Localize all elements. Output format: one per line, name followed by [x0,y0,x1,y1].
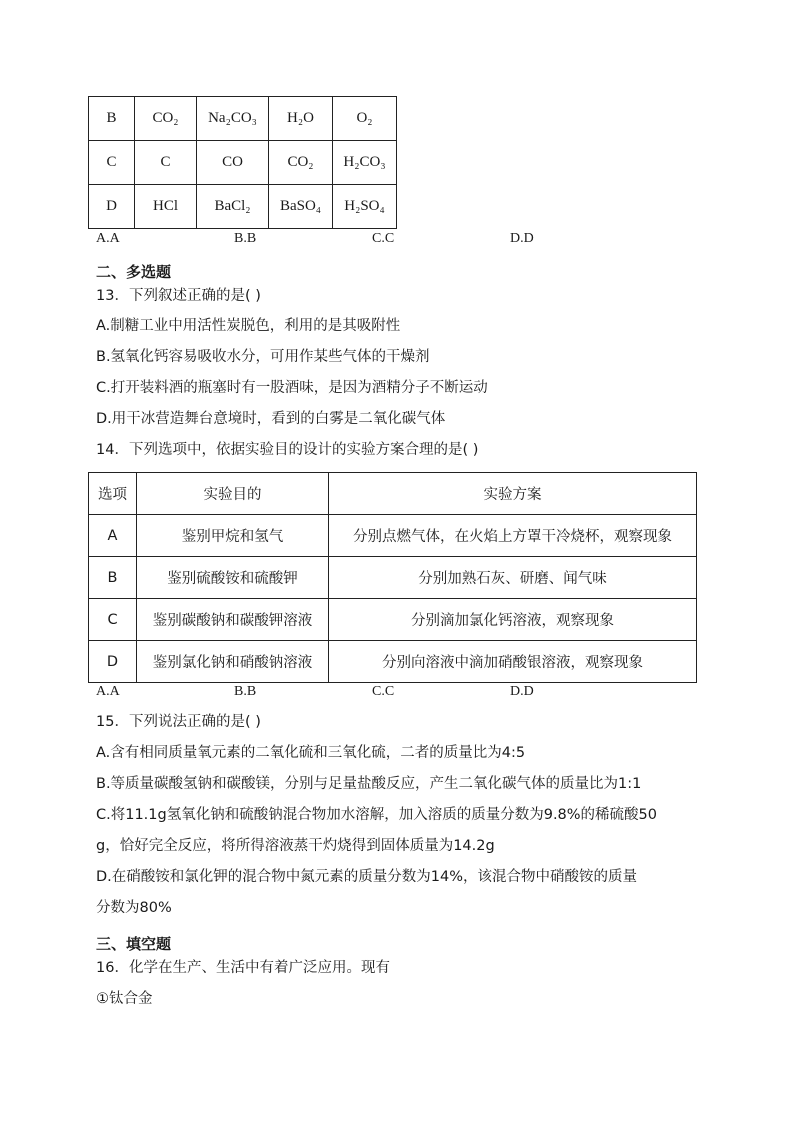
table-header-cell: 实验方案 [329,473,697,515]
table-cell: C [89,599,137,641]
table-cell: HCl [135,185,197,229]
table-cell: 鉴别甲烷和氢气 [137,515,329,557]
q13-option-c: C.打开装料酒的瓶塞时有一股酒味，是因为酒精分子不断运动 [96,380,488,396]
table-cell: CO₂ [269,141,333,185]
q14-stem: 14．下列选项中，依据实验目的设计的实验方案合理的是( ) [96,442,479,458]
table-cell: CO₂ [135,97,197,141]
table-row [89,557,697,599]
section-title-fill-in: 三、填空题 [96,935,172,953]
q15-option-d: D.在硝酸铵和氯化钾的混合物中氮元素的质量分数为14%，该混合物中硝酸铵的质量 [96,869,637,885]
q15-option-d-cont: 分数为80% [96,900,172,916]
table-cell: B [89,557,137,599]
q13-option-b: B.氢氧化钙容易吸收水分，可用作某些气体的干燥剂 [96,349,430,365]
table-cell: H₂O [269,97,333,141]
option-c: C.C [372,684,395,699]
q13-stem: 13．下列叙述正确的是( ) [96,288,261,304]
table-cell: 分别滴加氯化钙溶液，观察现象 [329,599,697,641]
table-cell: 分别向溶液中滴加硝酸银溶液，观察现象 [329,641,697,683]
table-row [89,515,697,557]
option-a: A.A [96,231,120,246]
q15-option-c-cont: g，恰好完全反应，将所得溶液蒸干灼烧得到固体质量为14.2g [96,838,495,854]
table-row [89,185,397,229]
table-header-cell: 实验目的 [137,473,329,515]
table-row [89,641,697,683]
q13-option-a: A.制糖工业中用活性炭脱色，利用的是其吸附性 [96,318,401,334]
table-header-row [89,473,697,515]
table-cell: C [135,141,197,185]
table-cell: H₂CO₃ [333,141,397,185]
table-cell: 鉴别氯化钠和硝酸钠溶液 [137,641,329,683]
q15-option-c: C.将11.1g氢氧化钠和硫酸钠混合物加水溶解，加入溶质的质量分数为9.8%的稀硫酸50 [96,807,658,823]
section-title-multi-choice: 二、多选题 [96,263,172,281]
q15-option-b: B.等质量碳酸氢钠和碳酸镁，分别与足量盐酸反应，产生二氧化碳气体的质量比为1:1 [96,776,642,792]
table-cell: H₂SO₄ [333,185,397,229]
table-cell: B [89,97,135,141]
table-cell: 鉴别硫酸铵和硫酸钾 [137,557,329,599]
option-a: A.A [96,684,120,699]
q16-item-1: ①钛合金 [96,991,153,1007]
table-cell: BaSO₄ [269,185,333,229]
table-row [89,97,397,141]
table-cell: D [89,641,137,683]
table-cell: C [89,141,135,185]
table-row [89,141,397,185]
table-cell: Na₂CO₃ [197,97,269,141]
option-c: C.C [372,231,395,246]
table-cell: 分别加熟石灰、研磨、闻气味 [329,557,697,599]
table-header-cell: 选项 [89,473,137,515]
table-cell: 分别点燃气体，在火焰上方罩干冷烧杯，观察现象 [329,515,697,557]
option-d: D.D [510,231,534,246]
q16-stem: 16．化学在生产、生活中有着广泛应用。现有 [96,960,390,976]
table-cell: D [89,185,135,229]
table-row [89,599,697,641]
q15-option-a: A.含有相同质量氧元素的二氧化硫和三氧化硫，二者的质量比为4:5 [96,745,526,761]
table-cell: CO [197,141,269,185]
table-cell: 鉴别碳酸钠和碳酸钾溶液 [137,599,329,641]
q14-table [88,472,697,683]
option-b: B.B [234,684,257,699]
table-cell: O₂ [333,97,397,141]
table-cell: BaCl₂ [197,185,269,229]
q15-stem: 15．下列说法正确的是( ) [96,714,261,730]
q13-option-d: D.用干冰营造舞台意境时，看到的白雾是二氧化碳气体 [96,411,446,427]
option-d: D.D [510,684,534,699]
q12-table [88,96,397,229]
table-cell: A [89,515,137,557]
option-b: B.B [234,231,257,246]
